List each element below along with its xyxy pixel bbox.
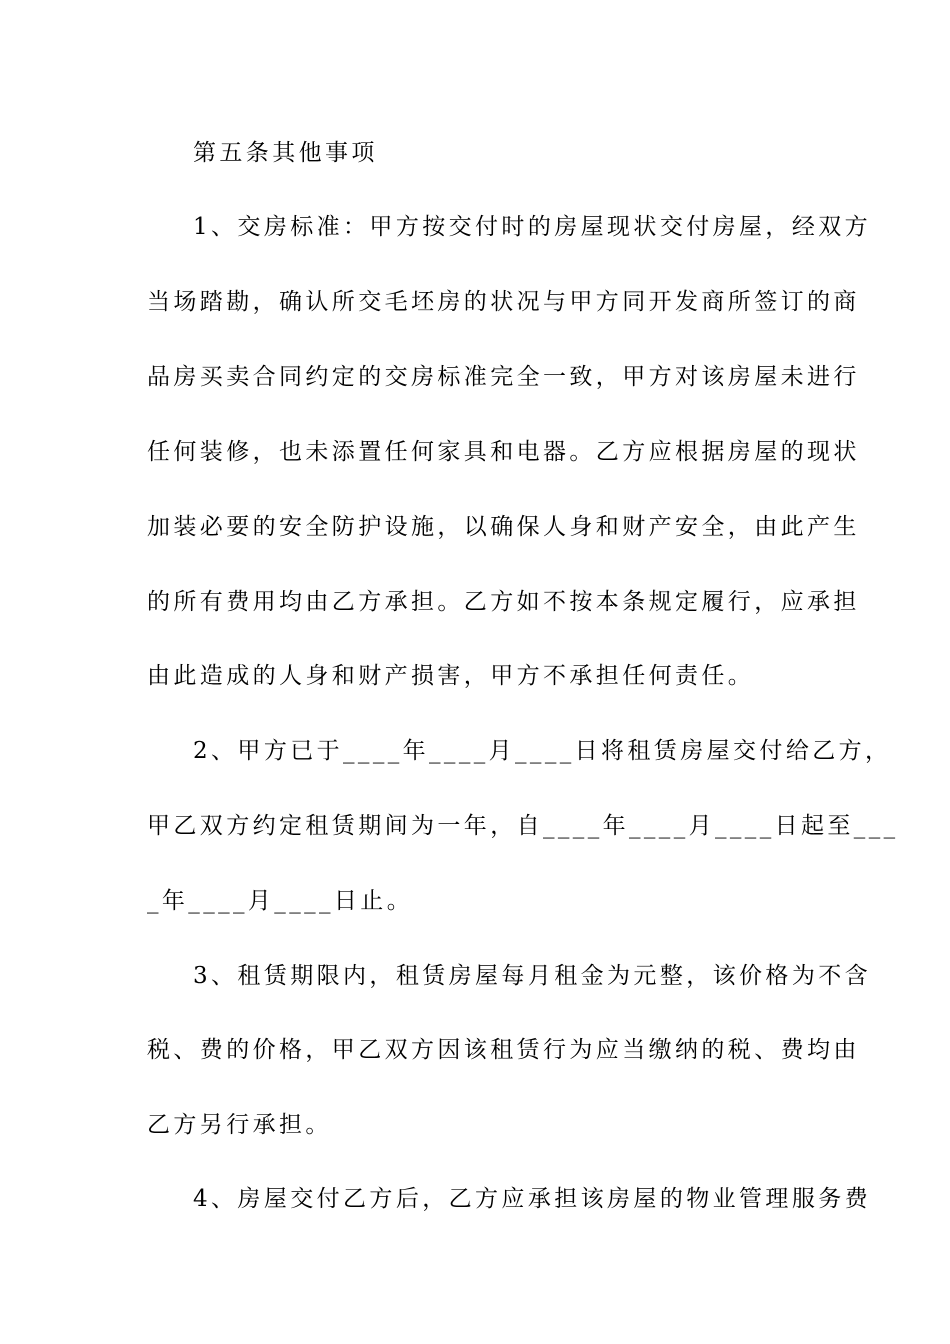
section-heading: 第五条其他事项	[193, 140, 378, 166]
paragraph-1-line-3: 品房买卖合同约定的交房标准完全一致，甲方对该房屋未进行	[147, 364, 860, 390]
paragraph-1-line-2: 当场踏勘，确认所交毛坯房的状况与甲方同开发商所签订的商	[147, 289, 860, 315]
paragraph-1-line-6: 的所有费用均由乙方承担。乙方如不按本条规定履行，应承担	[147, 589, 860, 615]
paragraph-1-line-4: 任何装修，也未添置任何家具和电器。乙方应根据房屋的现状	[147, 439, 860, 465]
paragraph-2-line-3: _年____月____日止。	[147, 888, 414, 914]
paragraph-1-line-1: 1、交房标准：甲方按交付时的房屋现状交付房屋，经双方	[193, 214, 872, 240]
paragraph-1-line-5: 加装必要的安全防护设施，以确保人身和财产安全，由此产生	[147, 514, 860, 540]
paragraph-4-line-1: 4、房屋交付乙方后，乙方应承担该房屋的物业管理服务费	[193, 1186, 872, 1212]
paragraph-2-line-1: 2、甲方已于____年____月____日将租赁房屋交付给乙方，	[193, 738, 892, 764]
paragraph-2-line-2: 甲乙双方约定租赁期间为一年，自____年____月____日起至___	[147, 813, 899, 839]
paragraph-1-line-7: 由此造成的人身和财产损害，甲方不承担任何责任。	[147, 663, 755, 689]
paragraph-3-line-1: 3、租赁期限内，租赁房屋每月租金为元整，该价格为不含	[193, 963, 872, 989]
paragraph-3-line-2: 税、费的价格，甲乙双方因该租赁行为应当缴纳的税、费均由	[147, 1037, 860, 1063]
paragraph-3-line-3: 乙方另行承担。	[147, 1112, 332, 1138]
